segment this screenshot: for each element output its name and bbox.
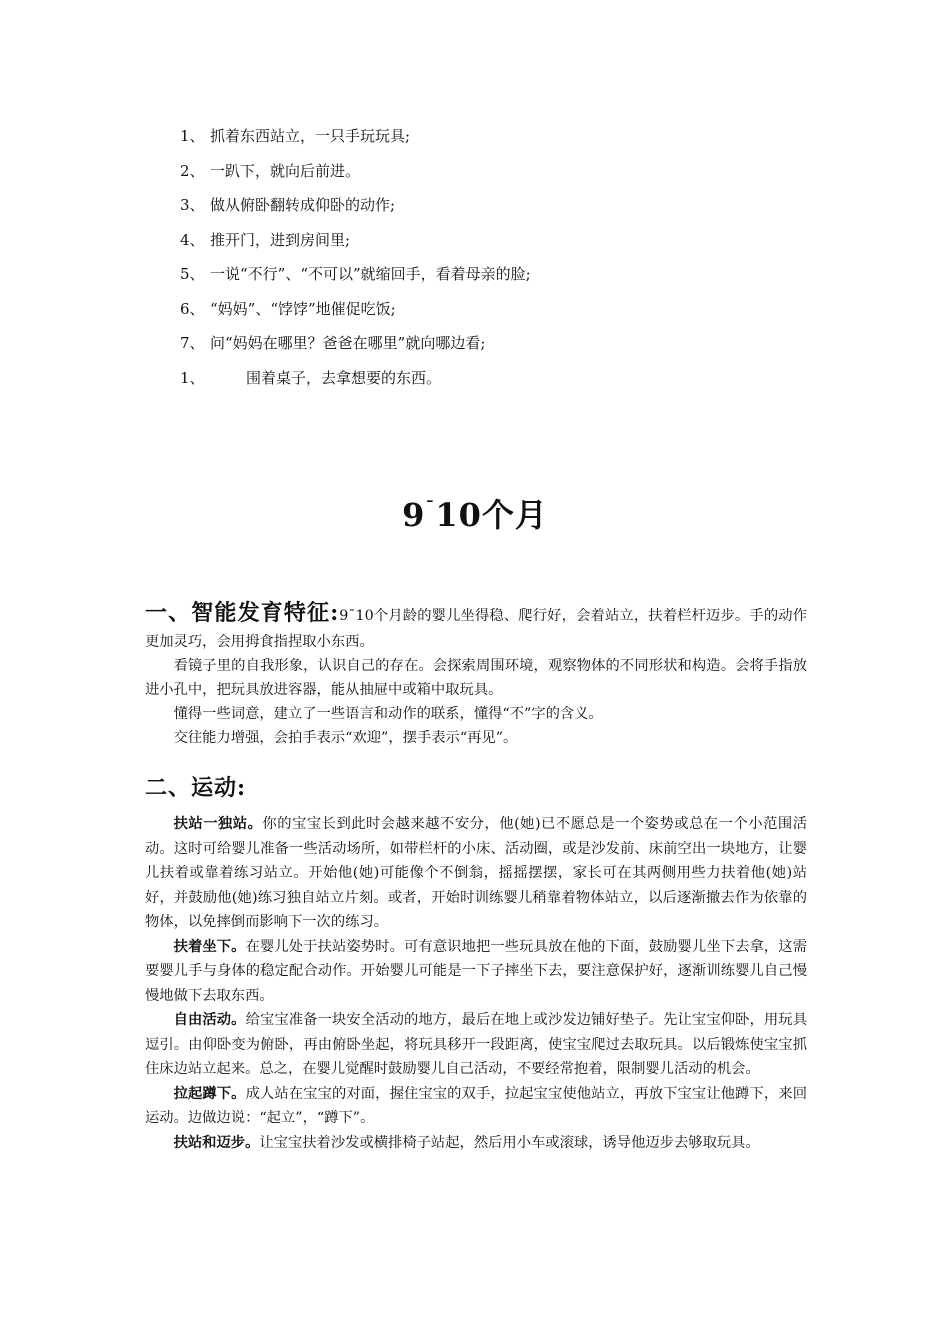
section2-paragraph xyxy=(145,1082,807,1131)
paragraph-text: 在婴儿处于扶站姿势时。可有意识地把一些玩具放在他的下面，鼓励婴儿坐下去拿，这需要婴儿手与身体的稳定配合动作。开始婴儿可能是一下子摔坐下去，要注意保护好，逐渐训练婴儿自己慢慢地做下去取东西。 xyxy=(145,938,808,1004)
section2-heading: 二、运动: xyxy=(145,775,247,801)
list-text: 推开门，进到房间里; xyxy=(210,230,351,249)
list-number: 7、 xyxy=(180,334,205,352)
title-rest: 10个月 xyxy=(435,496,548,534)
section2-paragraph xyxy=(145,812,807,935)
list-item xyxy=(180,230,531,265)
list-text: 一趴下，就向后前进。 xyxy=(210,161,361,180)
paragraph-text: 成人站在宝宝的对面，握住宝宝的双手，拉起宝宝使他站立，再放下宝宝让他蹲下，来回运动。边做边说：“起立”，“蹲下”。 xyxy=(145,1085,808,1126)
list-number: 6、 xyxy=(180,299,205,318)
title-sep: ¯ xyxy=(425,498,436,519)
list-item xyxy=(180,161,531,196)
title-start: 9 xyxy=(402,496,426,534)
paragraph-lead: 扶站和迈步。 xyxy=(173,1134,260,1151)
list-number: 1、 xyxy=(180,368,205,387)
list-number: 1、 xyxy=(180,127,205,145)
list-text: 做从俯卧翻转成仰卧的动作; xyxy=(210,196,396,214)
section1-paragraph-1 xyxy=(145,596,807,654)
list-item xyxy=(180,299,531,334)
list-number: 4、 xyxy=(180,230,205,249)
paragraph-lead: 扶站一独站。 xyxy=(173,816,263,832)
section-movement xyxy=(145,770,807,1155)
section1-heading: 一、智能发育特征: xyxy=(145,600,340,626)
paragraph-lead: 自由活动。 xyxy=(173,1012,246,1028)
paragraph-text: 让宝宝扶着沙发或横排椅子站起，然后用小车或滚球，诱导他迈步去够取玩具。 xyxy=(259,1134,760,1151)
section1-paragraph-3: 懂得一些词意，建立了一些语言和动作的联系，懂得“不”字的含义。 xyxy=(173,706,603,722)
list-text: 围着桌子，去拿想要的东西。 xyxy=(246,368,442,387)
section1-paragraph-4: 交往能力增强，会拍手表示“欢迎”，摆手表示“再见”。 xyxy=(173,730,518,746)
list-number: 3、 xyxy=(180,196,205,214)
list-text: “妈妈”、“饽饽”地催促吃饭; xyxy=(210,299,396,318)
list-text: 问“妈妈在哪里？爸爸在哪里”就向哪边看; xyxy=(210,334,486,352)
section1-paragraph-2: 看镜子里的自我形象，认识自己的存在。会探索周围环境，观察物体的不同形状和构造。会将手指放进小孔中，把玩具放进容器，能从抽屉中或箱中取玩具。 xyxy=(145,658,807,698)
list-item xyxy=(180,264,531,299)
paragraph-lead: 拉起蹲下。 xyxy=(173,1085,246,1102)
section-intelligence xyxy=(145,596,807,750)
list-item xyxy=(180,126,531,161)
list-text: 一说“不行”、“不可以”就缩回手，看着母亲的脸; xyxy=(210,265,531,283)
paragraph-text: 你的宝宝长到此时会越来越不安分，他(她)已不愿总是一个姿势或总在一个小范围活动。这时可给婴儿准备一些活动场所，如带栏杆的小床、活动圈，或是沙发前、床前空出一块地方，让婴儿扶着或靠着练习站立。开始他(她)可能像个不倒翁，摇摇摆摆，家长可在其两侧用些力扶着他(她)站好，并鼓励他(她)练习独自站立片刻。或者，开始时训练婴儿稍靠着物体站立，以后逐渐撤去作为依靠的物体，以免摔倒而影响下一次的练习。 xyxy=(145,816,808,930)
list-item xyxy=(180,195,531,230)
section2-paragraph xyxy=(145,1008,807,1082)
list-item xyxy=(180,368,531,403)
activity-list xyxy=(180,126,531,402)
paragraph-lead: 扶着坐下。 xyxy=(173,938,246,955)
paragraph-text: 给宝宝准备一块安全活动的地方，最后在地上或沙发边铺好垫子。先让宝宝仰卧，用玩具逗引。由仰卧变为俯卧，再由俯卧坐起，将玩具移开一段距离，使宝宝爬过去取玩具。以后锻炼使宝宝抓住床边站立起来。总之，在婴儿觉醒时鼓励婴儿自己活动，不要经常抱着，限制婴儿活动的机会。 xyxy=(145,1012,808,1077)
list-item xyxy=(180,333,531,368)
list-number: 2、 xyxy=(180,161,205,180)
list-number: 5、 xyxy=(180,265,205,283)
page-title xyxy=(0,490,950,536)
list-text: 抓着东西站立，一只手玩玩具; xyxy=(210,127,411,145)
section1-p1-text: 9¯10个月龄的婴儿坐得稳、爬行好，会着站立，扶着栏杆迈步。手的动作更加灵巧，会用拇食指捏取小东西。 xyxy=(145,608,808,650)
section2-paragraph xyxy=(145,1131,807,1156)
section2-paragraph xyxy=(145,935,807,1009)
